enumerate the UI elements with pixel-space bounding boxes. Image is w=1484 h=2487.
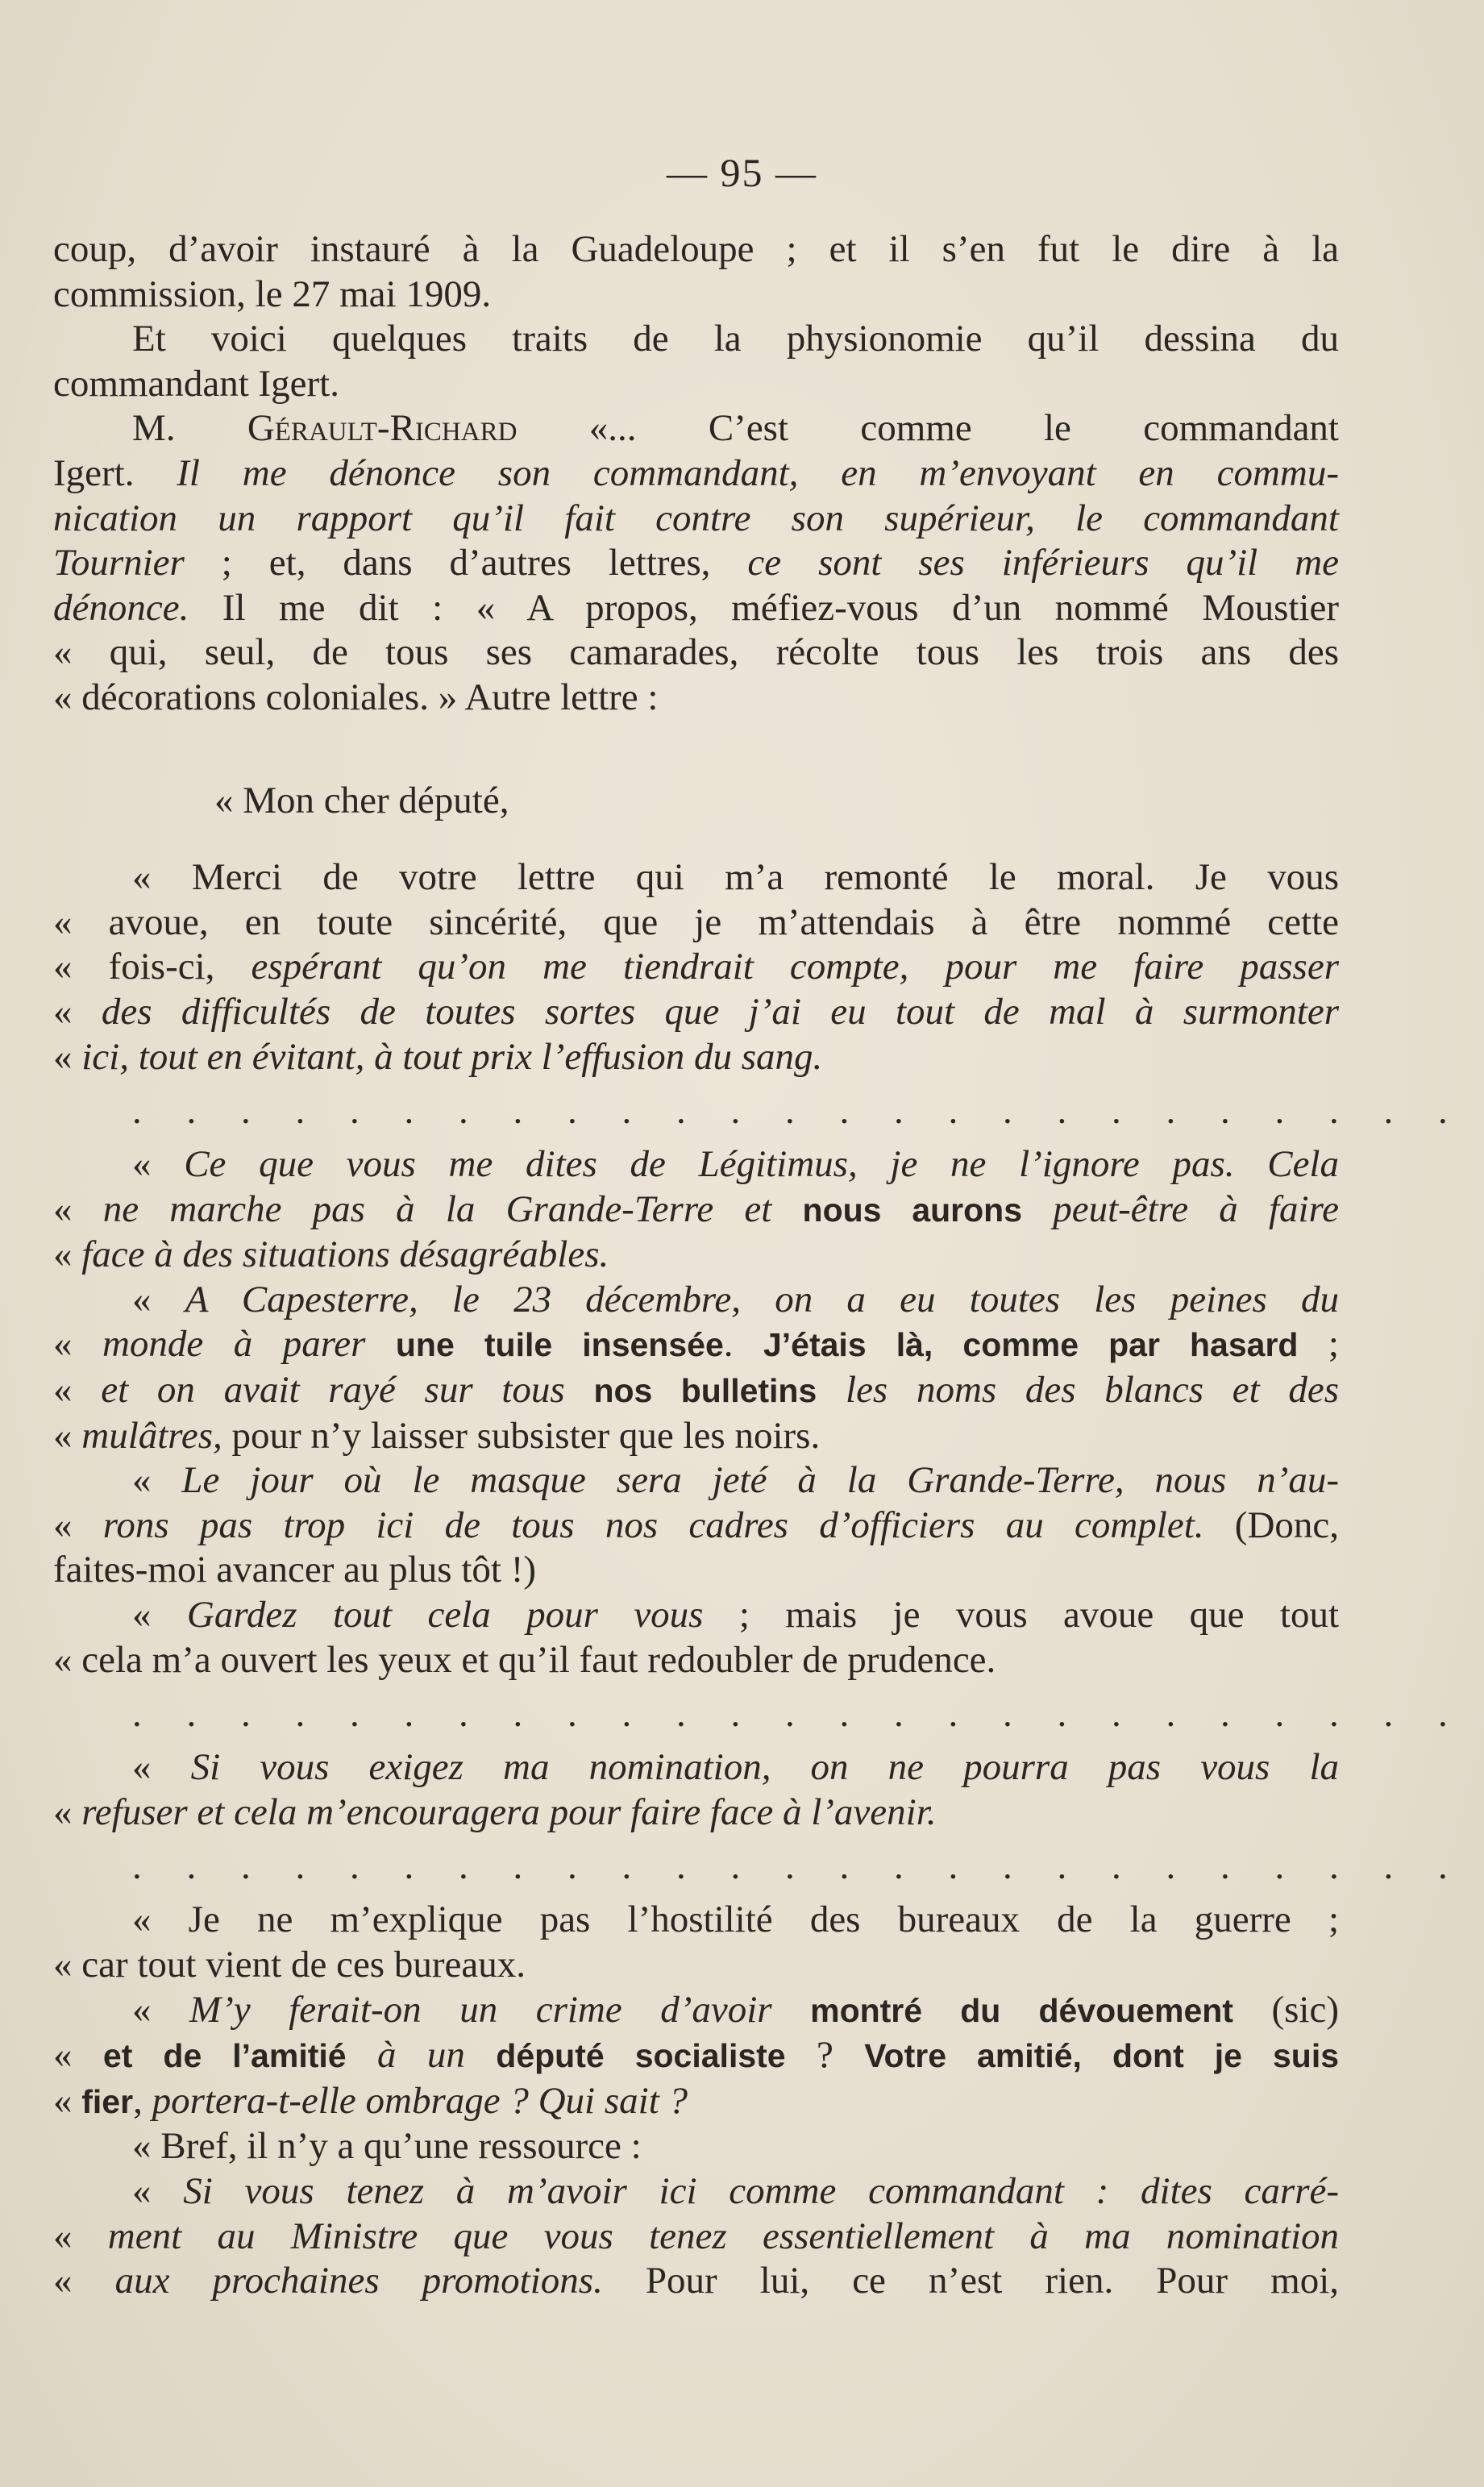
text-line: « décorations coloniales. » Autre lettre : xyxy=(53,676,659,718)
text-line: « car tout vient de ces bureaux. xyxy=(53,1944,526,1986)
text-line: dénonce. Il me dit : « A propos, méfiez-vous d’un nommé Moustier xyxy=(53,586,1339,629)
text-line: Igert. Il me dénonce son commandant, en m’envoyant en commu- xyxy=(53,451,1339,494)
text-line: « rons pas trop ici de tous nos cadres d’officiers au complet. (Donc, xyxy=(53,1503,1339,1546)
paragraph-gap xyxy=(53,823,1339,855)
text-line: « M’y ferait-on un crime d’avoir montré du dévouement (sic) xyxy=(132,1988,1339,2031)
text-line: commandant Igert. xyxy=(53,362,339,405)
ellipsis-row: . . . . . . . . . . . . . . . . . . . . . . . . . xyxy=(132,1845,1465,1888)
text-line: « monde à parer une tuile insensée. J’étais là, comme par hasard ; xyxy=(53,1323,1339,1366)
text-line: « refuser et cela m’encouragera pour faire face à l’avenir. xyxy=(53,1790,937,1833)
text-line: « qui, seul, de tous ses camarades, récolte tous les trois ans des xyxy=(53,631,1339,674)
text-line: « Mon cher député, xyxy=(214,779,509,821)
text-line: « Si vous tenez à m’avoir ici comme commandant : dites carré- xyxy=(132,2169,1340,2212)
paragraph-gap xyxy=(53,721,1339,779)
text-line: nication un rapport qu’il fait contre son supérieur, le commandant xyxy=(53,497,1339,539)
text-line: Et voici quelques traits de la physionomie qu’il dessina du xyxy=(132,318,1339,360)
text-line: « ne marche pas à la Grande-Terre et nous aurons peut-être à faire xyxy=(53,1187,1340,1230)
text-line: « Merci de votre lettre qui m’a remonté le moral. Je vous xyxy=(132,856,1339,899)
text-line: coup, d’avoir instauré à la Guadeloupe ; et il s’en fut le dire à la xyxy=(53,228,1339,270)
text-line: M. Gérault-Richard «... C’est comme le commandant xyxy=(132,407,1339,450)
page-number: — 95 — xyxy=(667,150,817,195)
ellipsis-row: . . . . . . . . . . . . . . . . . . . . . . . . . xyxy=(132,1090,1465,1133)
text-line: « ici, tout en évitant, à tout prix l’effusion du sang. xyxy=(53,1035,823,1078)
text-line: « fier, portera-t-elle ombrage ? Qui sait ? xyxy=(53,2079,688,2122)
text-line: « fois-ci, espérant qu’on me tiendrait compte, pour me faire passer xyxy=(53,946,1339,988)
text-line: « Si vous exigez ma nomination, on ne pourra pas vous la xyxy=(132,1746,1340,1789)
text-line: « et on avait rayé sur tous nos bulletins les noms des blancs et des xyxy=(53,1369,1340,1412)
ellipsis-row: . . . . . . . . . . . . . . . . . . . . . . . . . xyxy=(132,1693,1465,1736)
text-line: faites-moi avancer au plus tôt !) xyxy=(53,1549,537,1591)
text-line: « ment au Ministre que vous tenez essentiellement à ma nomination xyxy=(53,2215,1339,2257)
text-line: « face à des situations désagréables. xyxy=(53,1233,609,1276)
text-line: commission, le 27 mai 1909. xyxy=(53,272,492,315)
text-line: « des difficultés de toutes sortes que j’ai eu tout de mal à surmonter xyxy=(53,990,1339,1033)
text-line: « mulâtres, pour n’y laisser subsister que les noirs. xyxy=(53,1414,821,1457)
page-body xyxy=(53,227,1465,2304)
text-line: « Ce que vous me dites de Légitimus, je ne l’ignore pas. Cela xyxy=(132,1143,1339,1186)
text-line: « aux prochaines promotions. Pour lui, ce n’est rien. Pour moi, xyxy=(53,2260,1340,2302)
text-line: « avoue, en toute sincérité, que je m’attendais à être nommé cette xyxy=(53,900,1339,943)
text-line: « cela m’a ouvert les yeux et qu’il faut redoubler de prudence. xyxy=(53,1638,996,1681)
text-line: Tournier ; et, dans d’autres lettres, ce sont ses inférieurs qu’il me xyxy=(53,542,1339,584)
text-line: « Gardez tout cela pour vous ; mais je vous avoue que tout xyxy=(132,1594,1340,1637)
text-line: « A Capesterre, le 23 décembre, on a eu toutes les peines du xyxy=(132,1278,1339,1320)
text-line: « et de l’amitié à un député socialiste ? Votre amitié, dont je suis xyxy=(53,2034,1340,2077)
text-line: « Bref, il n’y a qu’une ressource : xyxy=(132,2125,642,2168)
text-line: « Le jour où le masque sera jeté à la Grande-Terre, nous n’au- xyxy=(132,1459,1340,1502)
text-line: « Je ne m’explique pas l’hostilité des bureaux de la guerre ; xyxy=(132,1899,1339,1941)
